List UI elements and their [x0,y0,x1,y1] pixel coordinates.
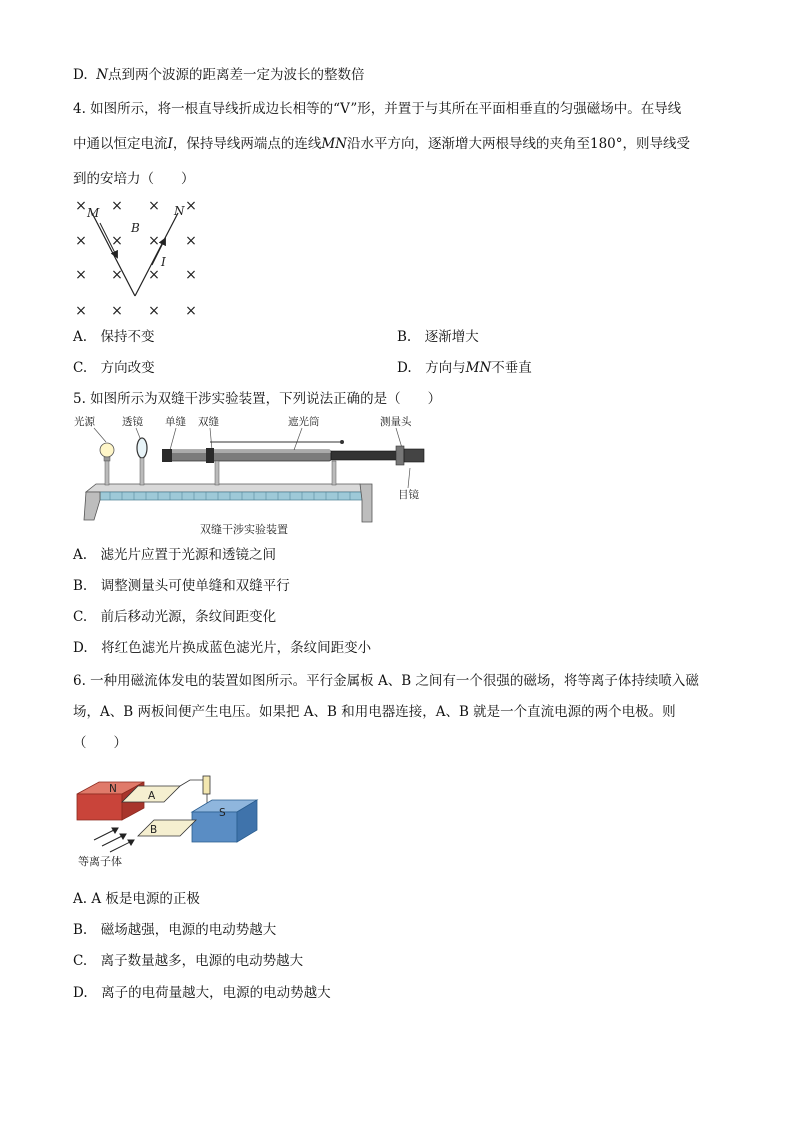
lens-icon [137,438,147,485]
q3-option-d [73,66,365,84]
label-tube: 遮光筒 [288,416,320,428]
svg-text:×: × [111,198,123,214]
q4-stem-line2-c: 沿水平方向，逐渐增大两根导线的夹角至180°，则导线受 [346,136,691,152]
svg-text:×: × [111,267,123,283]
q4-stem-line2-a: 中通以恒定电流 [73,136,168,152]
q4-option-c[interactable]: C. 方向改变 [73,360,155,376]
south-magnet [192,800,257,842]
q6-stem-line1: 6. 一种用磁流体发电的装置如图所示。平行金属板 A、B 之间有一个很强的磁场，将等离子体持续喷入磁 [73,673,699,689]
svg-text:×: × [75,303,87,319]
svg-text:×: × [148,233,160,249]
q5-option-a[interactable]: A. 滤光片应置于光源和透镜之间 [73,547,277,563]
label-light-source: 光源 [74,416,95,428]
q4-mn-symbol: MN [321,136,347,152]
label-n: N [174,204,185,218]
q6-mhd-generator-figure [72,770,267,870]
q5-stem: 5. 如图所示为双缝干涉实验装置，下列说法正确的是（ ） [73,391,442,407]
svg-text:×: × [148,303,160,319]
label-n: N [109,783,117,795]
label-measuring-head: 测量头 [380,416,412,428]
q4-option-d[interactable] [397,359,532,377]
q3-option-d-var: N [96,67,109,83]
figure-caption: 双缝干涉实验装置 [200,523,288,536]
light-shield-tube [162,440,344,485]
q6-option-a[interactable]: A. A 板是电源的正极 [73,891,200,907]
svg-text:×: × [111,303,123,319]
light-bulb-icon [100,443,114,485]
v-wire-right [135,213,178,296]
plasma-arrows [94,828,134,852]
svg-text:×: × [75,267,87,283]
q3-option-d-prefix: D. [73,67,88,83]
q6-option-d[interactable]: D. 离子的电荷量越大，电源的电动势越大 [73,985,331,1001]
svg-text:×: × [185,267,197,283]
bench-scale [100,492,362,500]
q5-double-slit-figure [70,412,440,542]
q3-option-d-text: 点到两个波源的距离差一定为波长的整数倍 [108,67,365,83]
q4-option-a[interactable]: A. 保持不变 [73,329,155,345]
svg-text:×: × [185,303,197,319]
label-i: I [161,255,166,269]
bench-leg-left [84,492,100,520]
q4-option-d-a: D. 方向与 [397,360,466,376]
svg-text:×: × [148,267,160,283]
label-a: A [148,790,156,802]
svg-text:×: × [185,233,197,249]
q4-stem-line2-b: ，保持导线两端点的连线 [172,136,322,152]
svg-text:×: × [148,198,160,214]
label-single-slit: 单缝 [165,416,186,428]
q5-option-c[interactable]: C. 前后移动光源，条纹间距变化 [73,609,277,625]
q6-option-c[interactable]: C. 离子数量越多，电源的电动势越大 [73,953,304,969]
label-lens: 透镜 [122,416,143,428]
q4-option-d-b: 不垂直 [491,360,532,376]
bench-leg-right [360,484,372,522]
v-wire-left [92,213,135,296]
q6-option-b[interactable]: B. 磁场越强，电源的电动势越大 [73,922,277,938]
label-b: B [131,221,140,235]
svg-text:×: × [111,233,123,249]
label-double-slit: 双缝 [198,416,219,428]
svg-text:×: × [75,233,87,249]
q4-option-d-var: MN [465,360,492,376]
svg-text:×: × [75,198,87,214]
label-plasma: 等离子体 [78,855,122,868]
q4-stem-line2 [73,135,690,153]
plate-b [138,820,196,836]
label-m: M [87,206,100,220]
label-s: S [219,807,226,819]
label-eyepiece: 目镜 [398,489,419,501]
load-resistor [203,776,210,794]
q4-stem-line3: 到的安培力（ ） [73,171,195,187]
q4-v-wire-figure [70,195,210,320]
q5-option-d[interactable]: D. 将红色滤光片换成蓝色滤光片，条纹间距变小 [73,640,372,656]
label-b: B [150,824,158,836]
q6-stem-line2: 场，A、B 两板间便产生电压。如果把 A、B 和用电器连接，A、B 就是一个直流电源的两个电极。则 [73,704,676,720]
measuring-head [331,446,424,465]
q5-option-b[interactable]: B. 调整测量头可使单缝和双缝平行 [73,578,290,594]
q4-stem-line1: 4. 如图所示，将一根直导线折成边长相等的“V”形，并置于与其所在平面相垂直的匀强磁场中。在导线 [73,101,682,117]
bench-top [86,484,370,492]
q4-current-symbol: I [167,136,173,152]
q6-stem-line3: （ ） [73,735,127,751]
svg-text:×: × [185,198,197,214]
q4-option-b[interactable]: B. 逐渐增大 [397,329,479,345]
